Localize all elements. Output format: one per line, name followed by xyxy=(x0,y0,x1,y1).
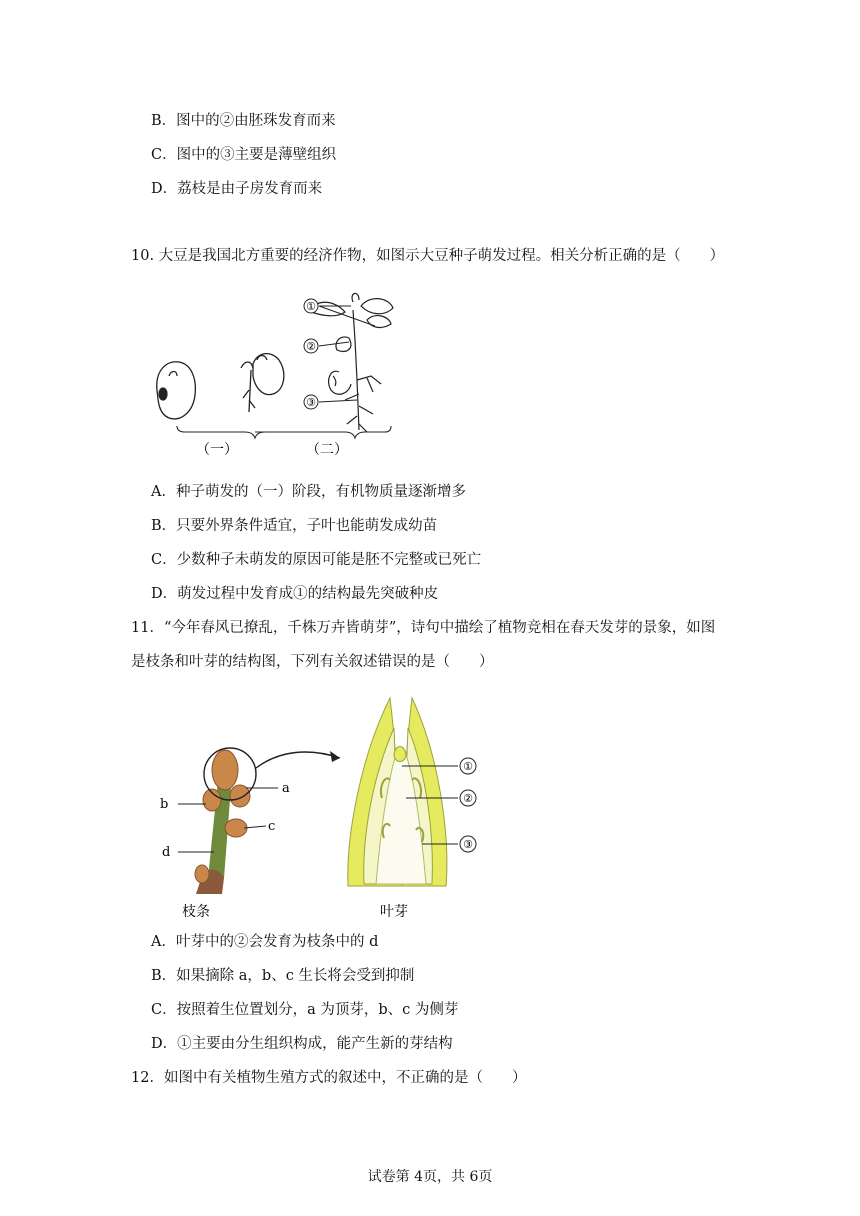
soybean-germination-figure xyxy=(145,290,445,465)
q9-option-c: C．图中的③主要是薄壁组织 xyxy=(151,147,337,163)
q9-option-b: B．图中的②由胚珠发育而来 xyxy=(151,113,336,129)
stage-two-label: （二） xyxy=(306,442,348,458)
svg-text:②: ② xyxy=(463,792,473,805)
svg-text:③: ③ xyxy=(306,396,316,409)
q10-option-c: C．少数种子未萌发的原因可能是胚不完整或已死亡 xyxy=(151,552,482,568)
branch-and-bud-figure xyxy=(150,688,500,924)
branch-label-a: a xyxy=(282,781,290,796)
arrow-to-bud xyxy=(256,752,340,768)
q11-option-d: D．①主要由分生组织构成，能产生新的芽结构 xyxy=(151,1036,453,1052)
seed-illustration xyxy=(157,362,196,419)
svg-text:①: ① xyxy=(306,300,316,313)
figure-label-1 xyxy=(304,299,318,313)
svg-text:③: ③ xyxy=(463,838,473,851)
q10-option-b: B．只要外界条件适宜，子叶也能萌发成幼苗 xyxy=(151,518,438,534)
q10-stem: 10. 大豆是我国北方重要的经济作物，如图示大豆种子萌发过程。相关分析正确的是（ ） xyxy=(131,248,725,264)
arrow-head xyxy=(330,751,340,762)
q11-option-b: B．如果摘除 a，b、c 生长将会受到抑制 xyxy=(151,968,415,984)
bud-label-1 xyxy=(460,758,476,774)
figure-label-2 xyxy=(304,339,318,353)
germinating-seed-illustration xyxy=(241,354,284,412)
branch-label-d: d xyxy=(162,845,171,860)
q11-option-c: C．按照着生位置划分，a 为顶芽，b、c 为侧芽 xyxy=(151,1002,459,1018)
q11-stem-line2: 是枝条和叶芽的结构图，下列有关叙述错误的是（ ） xyxy=(131,654,494,670)
q10-option-d: D．萌发过程中发育成①的结构最先突破种皮 xyxy=(151,586,439,602)
q11-option-a: A．叶芽中的②会发育为枝条中的 d xyxy=(151,934,379,950)
q10-option-a: A．种子萌发的（一）阶段，有机物质量逐渐增多 xyxy=(151,484,466,500)
svg-text:②: ② xyxy=(306,340,316,353)
page-footer: 试卷第 4页，共 6页 xyxy=(367,1169,493,1185)
bud-label-3 xyxy=(460,836,476,852)
seedling-illustration xyxy=(311,293,393,432)
q9-option-d: D．荔枝是由子房发育而来 xyxy=(151,181,323,197)
branch-label-c: c xyxy=(268,819,276,834)
branch-illustration xyxy=(195,750,250,894)
branch-label-b: b xyxy=(160,797,169,812)
leaf-bud-section-illustration xyxy=(348,698,447,886)
stage-one-label: （一） xyxy=(196,442,238,458)
q12-stem: 12．如图中有关植物生殖方式的叙述中，不正确的是（ ） xyxy=(131,1070,527,1086)
caption-branch: 枝条 xyxy=(182,904,210,920)
bud-label-2 xyxy=(460,790,476,806)
caption-leaf-bud: 叶芽 xyxy=(380,904,408,920)
svg-text:①: ① xyxy=(463,760,473,773)
figure-label-3 xyxy=(304,395,318,409)
q11-stem-line1: 11．“今年春风已撩乱，千株万卉皆萌芽”，诗句中描绘了植物竞相在春天发芽的景象，如图 xyxy=(131,620,716,636)
brace-stage-two xyxy=(255,426,391,438)
